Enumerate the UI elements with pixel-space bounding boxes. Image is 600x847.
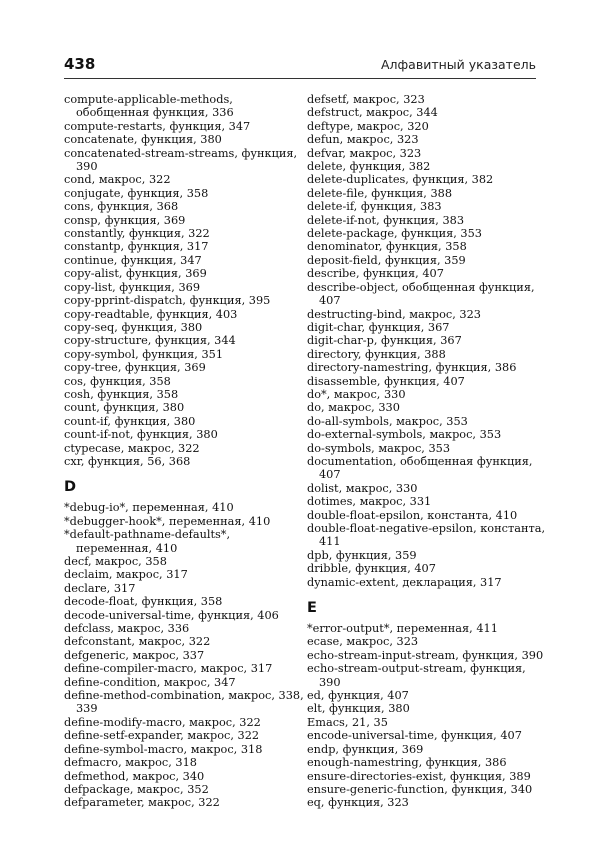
index-entry: directory, функция, 388 [307, 347, 446, 361]
index-entry: count-if-not, функция, 380 [64, 428, 218, 442]
index-entries-d-continued [307, 93, 547, 589]
index-entry: copy-tree, функция, 369 [64, 361, 206, 375]
index-entry: defmacro, макрос, 318 [64, 756, 197, 770]
index-entry: *debug-io*, переменная, 410 [64, 501, 234, 515]
index-entry: eq, функция, 323 [307, 796, 409, 810]
index-entries-c [64, 93, 304, 468]
index-entry: *error-output*, переменная, 411 [307, 622, 498, 636]
index-entry: denominator, функция, 358 [307, 240, 467, 254]
index-entry: do-all-symbols, макрос, 353 [307, 414, 468, 428]
index-entry: count, функция, 380 [64, 401, 185, 415]
index-entry: enough-namestring, функция, 386 [307, 756, 507, 770]
index-entry: destructing-bind, макрос, 323 [307, 307, 481, 321]
index-entry: declare, 317 [64, 581, 136, 595]
index-entry: digit-char-p, функция, 367 [307, 334, 462, 348]
index-entry: delete-duplicates, функция, 382 [307, 173, 494, 187]
index-entry: decf, макрос, 358 [64, 555, 167, 568]
index-entry: define-condition, макрос, 347 [64, 675, 236, 689]
index-entry: digit-char, функция, 367 [307, 320, 450, 334]
index-entry: define-compiler-macro, макрос, 317 [64, 662, 273, 676]
index-entry: compute-applicable-methods, обобщенная функция, 336 [64, 93, 234, 120]
running-title: Алфавитный указатель [380, 57, 536, 72]
index-entry: cosh, функция, 358 [64, 387, 179, 401]
section-letter-d: D [64, 479, 77, 496]
index-column-left [64, 93, 304, 810]
index-entry: *default-pathname-defaults*, переменная, 410 [64, 528, 231, 555]
index-entry: defclass, макрос, 336 [64, 622, 190, 636]
index-entry: defpackage, макрос, 352 [64, 782, 209, 796]
index-entry: cons, функция, 368 [64, 200, 179, 214]
index-entry: deftype, макрос, 320 [307, 119, 429, 133]
index-entry: dotimes, макрос, 331 [307, 495, 432, 509]
index-entry: define-modify-macro, макрос, 322 [64, 715, 261, 729]
index-entry: decode-float, функция, 358 [64, 595, 223, 609]
index-entry: ensure-directories-exist, функция, 389 [307, 769, 531, 783]
index-entry: defgeneric, макрос, 337 [64, 648, 205, 662]
index-entry: deposit-field, функция, 359 [307, 253, 466, 267]
index-entry: define-method-combination, макрос, 338, 339 [64, 689, 304, 716]
index-entry: copy-readtable, функция, 403 [64, 307, 238, 321]
index-entry: defvar, макрос, 323 [307, 146, 422, 160]
index-entry: copy-pprint-dispatch, функция, 395 [64, 294, 271, 308]
index-entry: describe-object, обобщенная функция, 407 [307, 280, 535, 308]
index-entry: count-if, функция, 380 [64, 414, 196, 428]
index-entry: consp, функция, 369 [64, 213, 186, 227]
index-entry: constantp, функция, 317 [64, 240, 209, 254]
index-entry: Emacs, 21, 35 [307, 715, 388, 729]
index-entry: copy-symbol, функция, 351 [64, 347, 224, 361]
index-column-right [307, 93, 547, 810]
page-header [64, 52, 536, 79]
index-entry: delete-file, функция, 388 [307, 186, 453, 200]
index-entry: do*, макрос, 330 [307, 387, 406, 401]
index-entry: dribble, функция, 407 [307, 562, 436, 576]
index-entry: dynamic-extent, декларация, 317 [307, 575, 502, 589]
index-entry: describe, функция, 407 [307, 267, 444, 281]
index-entry: defstruct, макрос, 344 [307, 106, 438, 120]
index-entry: concatenate, функция, 380 [64, 133, 222, 147]
index-entry: decode-universal-time, функция, 406 [64, 608, 279, 622]
section-letter-e: E [307, 600, 317, 617]
index-entry: cxr, функция, 56, 368 [64, 454, 191, 468]
index-entry: dolist, макрос, 330 [307, 481, 418, 495]
index-entry: encode-universal-time, функция, 407 [307, 729, 522, 743]
index-entry: directory-namestring, функция, 386 [307, 361, 517, 375]
index-entries-d [64, 501, 304, 809]
index-entry: *debugger-hook*, переменная, 410 [64, 514, 271, 528]
index-entry: do, макрос, 330 [307, 401, 400, 415]
index-entry: elt, функция, 380 [307, 702, 410, 716]
index-entry: echo-stream-output-stream, функция, 390 [307, 662, 526, 689]
index-entry: ctypecase, макрос, 322 [64, 441, 200, 455]
page-number: 438 [64, 55, 96, 73]
index-entry: copy-alist, функция, 369 [64, 267, 207, 281]
index-entry: copy-seq, функция, 380 [64, 320, 203, 334]
index-entry: endp, функция, 369 [307, 742, 424, 756]
index-entry: echo-stream-input-stream, функция, 390 [307, 648, 544, 662]
index-entry: delete-if, функция, 383 [307, 200, 442, 214]
index-entry: ed, функция, 407 [307, 689, 409, 703]
index-entry: copy-list, функция, 369 [64, 280, 201, 294]
index-entry: continue, функция, 347 [64, 253, 202, 267]
index-entry: ensure-generic-function, функция, 340 [307, 782, 533, 796]
index-entry: delete-if-not, функция, 383 [307, 213, 465, 227]
index-entry: disassemble, функция, 407 [307, 374, 465, 388]
index-entry: declaim, макрос, 317 [64, 568, 188, 582]
index-entry: concatenated-stream-streams, функция, 390 [64, 146, 298, 174]
index-entry: cond, макрос, 322 [64, 173, 171, 187]
index-entry: defun, макрос, 323 [307, 133, 419, 147]
index-entry: delete, функция, 382 [307, 160, 431, 174]
index-entry: defconstant, макрос, 322 [64, 635, 211, 649]
index-entry: dpb, функция, 359 [307, 548, 417, 562]
index-entry: copy-structure, функция, 344 [64, 334, 236, 348]
index-entry: ecase, макрос, 323 [307, 635, 419, 649]
index-entry: compute-restarts, функция, 347 [64, 119, 251, 133]
index-entry: constantly, функция, 322 [64, 227, 210, 241]
index-entry: documentation, обобщенная функция, 407 [307, 454, 533, 482]
index-entry: do-symbols, макрос, 353 [307, 441, 451, 455]
index-entry: define-symbol-macro, макрос, 318 [64, 742, 263, 756]
index-entry: defmethod, макрос, 340 [64, 769, 205, 783]
index-entry: delete-package, функция, 353 [307, 227, 482, 241]
index-entry: cos, функция, 358 [64, 374, 171, 388]
index-entries-e [307, 622, 547, 810]
index-entry: define-setf-expander, макрос, 322 [64, 729, 260, 743]
index-entry: defsetf, макрос, 323 [307, 93, 425, 106]
index-entry: do-external-symbols, макрос, 353 [307, 428, 502, 442]
index-entry: double-float-epsilon, константа, 410 [307, 508, 518, 522]
index-entry: defparameter, макрос, 322 [64, 796, 220, 810]
index-entry: conjugate, функция, 358 [64, 186, 209, 200]
index-entry: double-float-negative-epsilon, константа, 411 [307, 522, 546, 549]
